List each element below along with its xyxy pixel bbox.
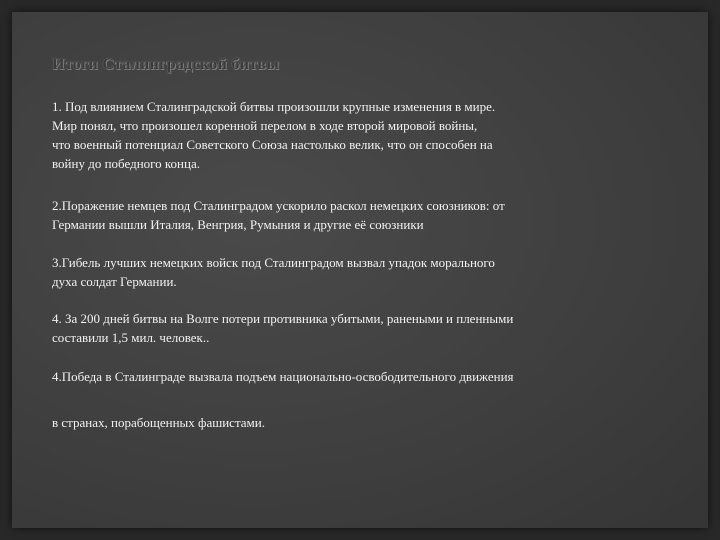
paragraph-3 [52, 253, 692, 291]
paragraph-1 [52, 97, 692, 173]
paragraph-5-continued [52, 413, 692, 432]
text-line: духа солдат Германии. [52, 274, 177, 289]
text-line: Германии вышли Италия, Венгрия, Румыния и другие её союзники [52, 217, 424, 232]
slide [12, 12, 708, 528]
paragraph-5 [52, 367, 692, 386]
slide-title: Итоги Сталинградской битвы [52, 56, 280, 73]
text-line: 2.Поражение немцев под Сталинградом ускорило раскол немецких союзников: от [52, 198, 505, 213]
text-line: Мир понял, что произошел коренной перелом в ходе второй мировой войны, [52, 118, 478, 133]
text-line: 4. За 200 дней битвы на Волге потери противника убитыми, ранеными и пленными [52, 311, 514, 326]
text-line: 3.Гибель лучших немецких войск под Сталинградом вызвал упадок морального [52, 255, 495, 270]
text-line: составили 1,5 мил. человек.. [52, 330, 210, 345]
text-line: что военный потенциал Советского Союза настолько велик, что он способен на [52, 137, 493, 152]
paragraph-2 [52, 196, 692, 234]
text-line: войну до победного конца. [52, 156, 200, 171]
text-line: 4.Победа в Сталинграде вызвала подъем национально-освободительного движения [52, 369, 514, 384]
text-line: 1. Под влиянием Сталинградской битвы произошли крупные изменения в мире. [52, 99, 496, 114]
paragraph-4 [52, 309, 692, 347]
text-line: в странах, порабощенных фашистами. [52, 415, 265, 430]
